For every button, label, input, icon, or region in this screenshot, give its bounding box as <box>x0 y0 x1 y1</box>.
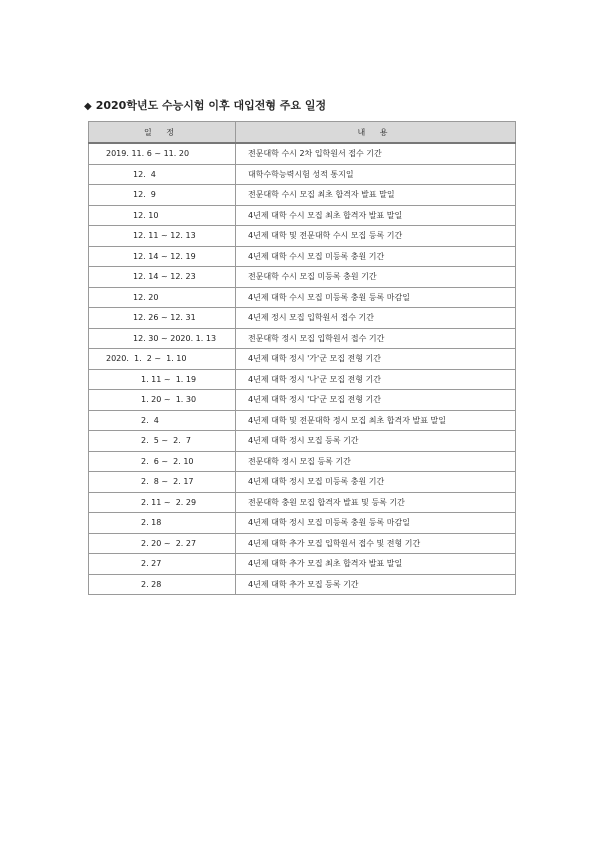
schedule-date: 12. 30 ~ 2020. 1. 13 <box>89 328 236 349</box>
schedule-date: 2. 5 ~ 2. 7 <box>89 431 236 452</box>
document-title <box>84 97 326 113</box>
schedule-content: 4년제 대학 정시 모집 미등록 충원 기간 <box>236 472 516 493</box>
table-row <box>89 554 516 575</box>
schedule-date: 12. 9 <box>89 185 236 206</box>
schedule-content: 4년제 대학 정시 모집 등록 기간 <box>236 431 516 452</box>
schedule-content: 전문대학 정시 모집 입학원서 접수 기간 <box>236 328 516 349</box>
schedule-content: 대학수학능력시험 성적 통지일 <box>236 164 516 185</box>
schedule-content: 전문대학 수시 2차 입학원서 접수 기간 <box>236 143 516 164</box>
schedule-content: 전문대학 수시 모집 최초 합격자 발표 말일 <box>236 185 516 206</box>
schedule-date: 2. 11 ~ 2. 29 <box>89 492 236 513</box>
schedule-date: 2. 6 ~ 2. 10 <box>89 451 236 472</box>
schedule-date: 12. 14 ~ 12. 23 <box>89 267 236 288</box>
table-row <box>89 533 516 554</box>
schedule-content: 4년제 대학 정시 '가'군 모집 전형 기간 <box>236 349 516 370</box>
schedule-date: 2019. 11. 6 ~ 11. 20 <box>89 143 236 164</box>
schedule-date: 2. 20 ~ 2. 27 <box>89 533 236 554</box>
table-row <box>89 492 516 513</box>
schedule-content: 4년제 대학 정시 '나'군 모집 전형 기간 <box>236 369 516 390</box>
document-title-text: 2020학년도 수능시험 이후 대입전형 주요 일정 <box>95 99 327 112</box>
schedule-content: 4년제 대학 추가 모집 등록 기간 <box>236 574 516 595</box>
schedule-date: 2. 4 <box>89 410 236 431</box>
schedule-content: 4년제 대학 추가 모집 최초 합격자 발표 말일 <box>236 554 516 575</box>
table-row <box>89 349 516 370</box>
schedule-content: 4년제 대학 및 전문대학 정시 모집 최초 합격자 발표 말일 <box>236 410 516 431</box>
table-row <box>89 431 516 452</box>
schedule-content: 4년제 대학 수시 모집 미등록 충원 등록 마감일 <box>236 287 516 308</box>
table-row <box>89 143 516 164</box>
schedule-content: 4년제 정시 모집 입학원서 접수 기간 <box>236 308 516 329</box>
schedule-content: 4년제 대학 정시 모집 미등록 충원 등록 마감일 <box>236 513 516 534</box>
table-row <box>89 246 516 267</box>
schedule-date: 1. 20 ~ 1. 30 <box>89 390 236 411</box>
schedule-date: 12. 26 ~ 12. 31 <box>89 308 236 329</box>
schedule-date: 12. 20 <box>89 287 236 308</box>
table-row <box>89 328 516 349</box>
table-row <box>89 574 516 595</box>
table-row <box>89 451 516 472</box>
table-row <box>89 410 516 431</box>
schedule-date: 12. 11 ~ 12. 13 <box>89 226 236 247</box>
schedule-content: 4년제 대학 수시 모집 최초 합격자 발표 말일 <box>236 205 516 226</box>
table-row <box>89 369 516 390</box>
schedule-date: 12. 4 <box>89 164 236 185</box>
table-row <box>89 472 516 493</box>
table-row <box>89 267 516 288</box>
schedule-date: 2020. 1. 2 ~ 1. 10 <box>89 349 236 370</box>
table-header-row <box>89 122 516 144</box>
table-row <box>89 287 516 308</box>
schedule-date: 12. 10 <box>89 205 236 226</box>
table-row <box>89 308 516 329</box>
diamond-icon: ◆ <box>84 101 92 112</box>
schedule-date: 2. 8 ~ 2. 17 <box>89 472 236 493</box>
table-row <box>89 226 516 247</box>
schedule-date: 2. 18 <box>89 513 236 534</box>
table-row <box>89 164 516 185</box>
schedule-date: 2. 28 <box>89 574 236 595</box>
table-row <box>89 185 516 206</box>
schedule-content: 4년제 대학 정시 '다'군 모집 전형 기간 <box>236 390 516 411</box>
table-row <box>89 513 516 534</box>
schedule-date: 2. 27 <box>89 554 236 575</box>
schedule-content: 4년제 대학 수시 모집 미등록 충원 기간 <box>236 246 516 267</box>
schedule-date: 1. 11 ~ 1. 19 <box>89 369 236 390</box>
table-row <box>89 205 516 226</box>
schedule-content: 4년제 대학 및 전문대학 수시 모집 등록 기간 <box>236 226 516 247</box>
header-date: 일 정 <box>89 122 236 144</box>
header-content: 내 용 <box>236 122 516 144</box>
schedule-date: 12. 14 ~ 12. 19 <box>89 246 236 267</box>
schedule-table <box>88 121 516 595</box>
schedule-content: 전문대학 수시 모집 미등록 충원 기간 <box>236 267 516 288</box>
schedule-content: 전문대학 충원 모집 합격자 발표 및 등록 기간 <box>236 492 516 513</box>
table-row <box>89 390 516 411</box>
schedule-content: 4년제 대학 추가 모집 입학원서 접수 및 전형 기간 <box>236 533 516 554</box>
schedule-content: 전문대학 정시 모집 등록 기간 <box>236 451 516 472</box>
table-body <box>89 143 516 595</box>
